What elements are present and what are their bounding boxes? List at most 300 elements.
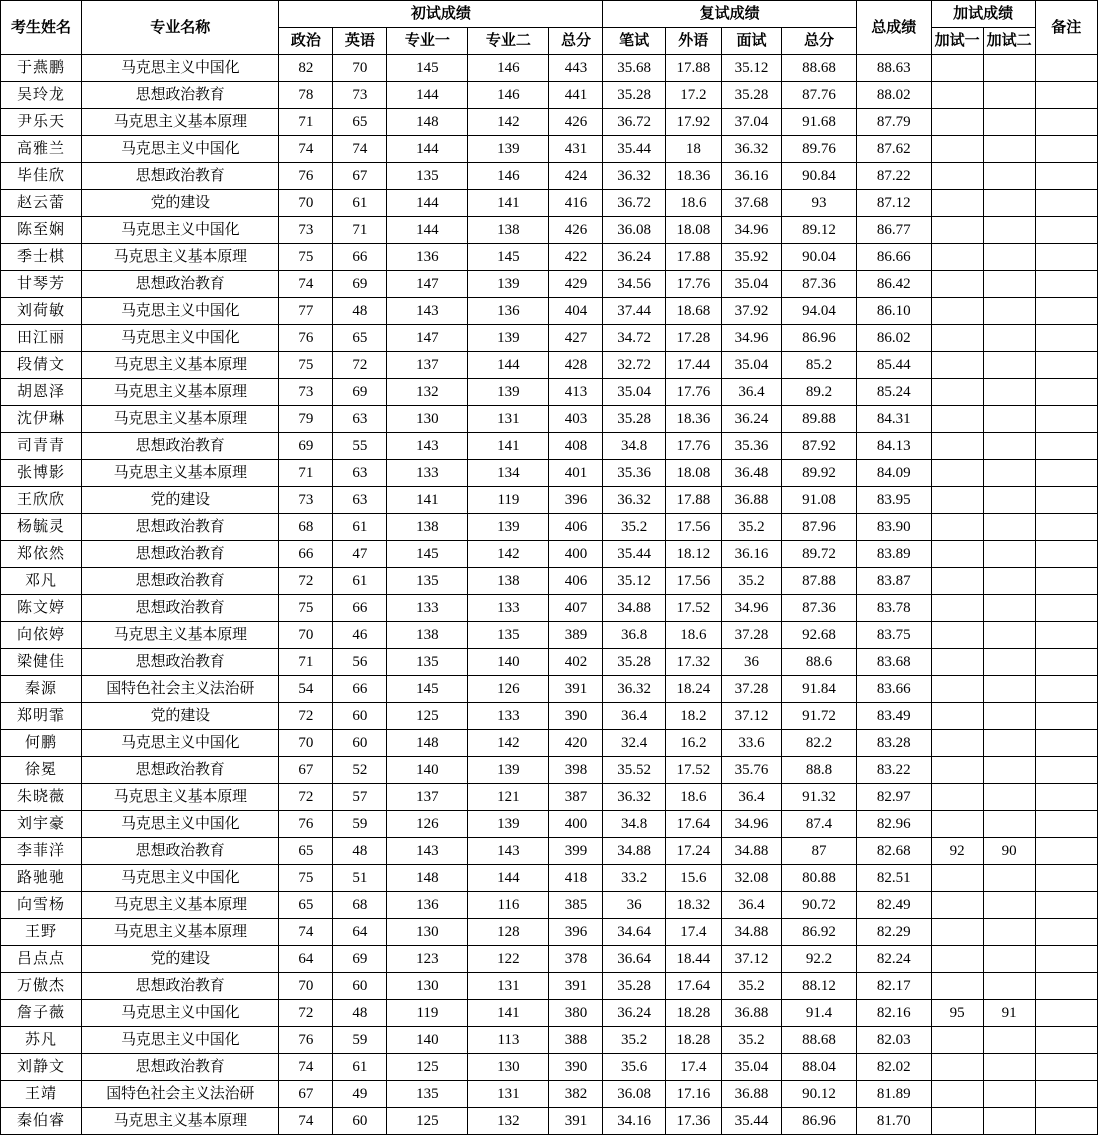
- cell-second-total: 89.76: [782, 136, 857, 163]
- cell-major-two: 139: [468, 379, 549, 406]
- cell-student-name: 徐冕: [1, 757, 82, 784]
- table-row: [1, 217, 1098, 244]
- cell-major-one: 133: [387, 595, 468, 622]
- cell-english: 51: [333, 865, 387, 892]
- table-row: [1, 811, 1098, 838]
- cell-remark: [1035, 325, 1097, 352]
- cell-foreign-language: 17.88: [665, 55, 721, 82]
- table-row: [1, 757, 1098, 784]
- cell-student-name: 王欣欣: [1, 487, 82, 514]
- cell-extra-one: [931, 541, 983, 568]
- cell-first-total: 426: [549, 217, 603, 244]
- cell-second-total: 89.72: [782, 541, 857, 568]
- cell-extra-two: [983, 271, 1035, 298]
- cell-student-name: 秦源: [1, 676, 82, 703]
- cell-major-name: 马克思主义基本原理: [82, 1108, 279, 1135]
- cell-written: 34.8: [603, 433, 665, 460]
- cell-written: 35.36: [603, 460, 665, 487]
- cell-major-one: 144: [387, 217, 468, 244]
- cell-remark: [1035, 514, 1097, 541]
- cell-second-total: 86.96: [782, 325, 857, 352]
- cell-total-score: 83.68: [856, 649, 931, 676]
- header-group-first-exam: 初试成绩: [279, 1, 603, 28]
- cell-extra-one: [931, 163, 983, 190]
- cell-major-one: 143: [387, 298, 468, 325]
- cell-first-total: 400: [549, 811, 603, 838]
- cell-major-one: 145: [387, 676, 468, 703]
- cell-major-two: 139: [468, 271, 549, 298]
- cell-student-name: 朱晓薇: [1, 784, 82, 811]
- cell-major-one: 138: [387, 514, 468, 541]
- cell-english: 69: [333, 271, 387, 298]
- cell-written: 35.28: [603, 649, 665, 676]
- cell-major-one: 136: [387, 892, 468, 919]
- cell-politics: 72: [279, 784, 333, 811]
- cell-first-total: 431: [549, 136, 603, 163]
- cell-written: 34.8: [603, 811, 665, 838]
- cell-major-two: 142: [468, 541, 549, 568]
- cell-english: 49: [333, 1081, 387, 1108]
- cell-english: 60: [333, 1108, 387, 1135]
- cell-major-one: 145: [387, 55, 468, 82]
- cell-extra-one: [931, 1108, 983, 1135]
- cell-written: 36.4: [603, 703, 665, 730]
- cell-politics: 76: [279, 1027, 333, 1054]
- cell-written: 34.88: [603, 838, 665, 865]
- cell-major-two: 132: [468, 1108, 549, 1135]
- header-first-total: 总分: [549, 28, 603, 55]
- cell-total-score: 85.24: [856, 379, 931, 406]
- cell-extra-two: [983, 811, 1035, 838]
- cell-remark: [1035, 730, 1097, 757]
- cell-interview: 36.4: [721, 892, 781, 919]
- cell-foreign-language: 15.6: [665, 865, 721, 892]
- cell-english: 59: [333, 811, 387, 838]
- cell-major-one: 126: [387, 811, 468, 838]
- cell-interview: 35.92: [721, 244, 781, 271]
- cell-interview: 34.96: [721, 217, 781, 244]
- cell-remark: [1035, 1000, 1097, 1027]
- cell-extra-two: [983, 784, 1035, 811]
- cell-extra-two: [983, 541, 1035, 568]
- cell-major-one: 147: [387, 325, 468, 352]
- cell-english: 69: [333, 946, 387, 973]
- cell-extra-two: [983, 919, 1035, 946]
- cell-written: 36.24: [603, 244, 665, 271]
- cell-politics: 65: [279, 892, 333, 919]
- cell-politics: 68: [279, 514, 333, 541]
- cell-student-name: 张博影: [1, 460, 82, 487]
- cell-major-name: 思想政治教育: [82, 838, 279, 865]
- cell-major-two: 113: [468, 1027, 549, 1054]
- table-row: [1, 892, 1098, 919]
- cell-foreign-language: 17.28: [665, 325, 721, 352]
- cell-english: 48: [333, 298, 387, 325]
- cell-extra-one: [931, 1054, 983, 1081]
- cell-written: 33.2: [603, 865, 665, 892]
- table-row: [1, 865, 1098, 892]
- cell-major-two: 139: [468, 757, 549, 784]
- cell-extra-two: [983, 865, 1035, 892]
- cell-first-total: 429: [549, 271, 603, 298]
- cell-student-name: 胡恩泽: [1, 379, 82, 406]
- cell-total-score: 84.31: [856, 406, 931, 433]
- cell-remark: [1035, 460, 1097, 487]
- cell-extra-one: [931, 703, 983, 730]
- cell-written: 34.16: [603, 1108, 665, 1135]
- cell-second-total: 88.8: [782, 757, 857, 784]
- cell-first-total: 391: [549, 676, 603, 703]
- cell-remark: [1035, 811, 1097, 838]
- cell-first-total: 408: [549, 433, 603, 460]
- table-row: [1, 541, 1098, 568]
- cell-first-total: 422: [549, 244, 603, 271]
- cell-second-total: 94.04: [782, 298, 857, 325]
- cell-written: 36.8: [603, 622, 665, 649]
- cell-extra-one: [931, 82, 983, 109]
- cell-english: 69: [333, 379, 387, 406]
- cell-major-one: 135: [387, 649, 468, 676]
- cell-interview: 36.88: [721, 1000, 781, 1027]
- cell-major-name: 马克思主义基本原理: [82, 244, 279, 271]
- cell-major-two: 119: [468, 487, 549, 514]
- cell-major-one: 130: [387, 919, 468, 946]
- cell-major-name: 思想政治教育: [82, 568, 279, 595]
- cell-second-total: 82.2: [782, 730, 857, 757]
- table-row: [1, 136, 1098, 163]
- cell-major-two: 133: [468, 703, 549, 730]
- cell-total-score: 82.96: [856, 811, 931, 838]
- cell-written: 32.4: [603, 730, 665, 757]
- cell-foreign-language: 17.56: [665, 514, 721, 541]
- cell-foreign-language: 16.2: [665, 730, 721, 757]
- cell-total-score: 83.87: [856, 568, 931, 595]
- cell-major-one: 137: [387, 352, 468, 379]
- cell-remark: [1035, 865, 1097, 892]
- cell-written: 36.64: [603, 946, 665, 973]
- cell-english: 65: [333, 325, 387, 352]
- cell-remark: [1035, 217, 1097, 244]
- cell-first-total: 406: [549, 568, 603, 595]
- cell-major-name: 马克思主义基本原理: [82, 352, 279, 379]
- cell-major-two: 133: [468, 595, 549, 622]
- cell-extra-one: [931, 892, 983, 919]
- cell-first-total: 413: [549, 379, 603, 406]
- cell-second-total: 91.4: [782, 1000, 857, 1027]
- cell-politics: 73: [279, 379, 333, 406]
- cell-remark: [1035, 406, 1097, 433]
- cell-first-total: 399: [549, 838, 603, 865]
- cell-english: 60: [333, 703, 387, 730]
- cell-foreign-language: 18.2: [665, 703, 721, 730]
- cell-total-score: 82.17: [856, 973, 931, 1000]
- cell-remark: [1035, 487, 1097, 514]
- cell-foreign-language: 17.4: [665, 1054, 721, 1081]
- cell-major-one: 141: [387, 487, 468, 514]
- cell-foreign-language: 17.56: [665, 568, 721, 595]
- cell-extra-one: [931, 298, 983, 325]
- cell-extra-one: [931, 352, 983, 379]
- cell-written: 36.32: [603, 487, 665, 514]
- cell-politics: 70: [279, 730, 333, 757]
- cell-extra-two: [983, 379, 1035, 406]
- cell-remark: [1035, 136, 1097, 163]
- cell-extra-two: [983, 190, 1035, 217]
- cell-extra-one: [931, 379, 983, 406]
- cell-written: 36.08: [603, 217, 665, 244]
- cell-foreign-language: 17.36: [665, 1108, 721, 1135]
- cell-interview: 36.88: [721, 487, 781, 514]
- cell-extra-one: [931, 676, 983, 703]
- cell-written: 35.68: [603, 55, 665, 82]
- table-row: [1, 1000, 1098, 1027]
- cell-english: 74: [333, 136, 387, 163]
- cell-total-score: 83.90: [856, 514, 931, 541]
- cell-first-total: 441: [549, 82, 603, 109]
- table-row: [1, 1027, 1098, 1054]
- cell-written: 36: [603, 892, 665, 919]
- cell-major-one: 132: [387, 379, 468, 406]
- cell-interview: 32.08: [721, 865, 781, 892]
- cell-remark: [1035, 757, 1097, 784]
- table-row: [1, 514, 1098, 541]
- cell-major-one: 119: [387, 1000, 468, 1027]
- cell-first-total: 391: [549, 1108, 603, 1135]
- header-written: 笔试: [603, 28, 665, 55]
- cell-extra-two: [983, 514, 1035, 541]
- cell-interview: 36.88: [721, 1081, 781, 1108]
- cell-student-name: 詹子薇: [1, 1000, 82, 1027]
- cell-student-name: 郑明霏: [1, 703, 82, 730]
- cell-first-total: 426: [549, 109, 603, 136]
- cell-second-total: 89.92: [782, 460, 857, 487]
- header-row-groups: [1, 1, 1098, 28]
- cell-english: 72: [333, 352, 387, 379]
- cell-student-name: 吴玲龙: [1, 82, 82, 109]
- cell-politics: 67: [279, 1081, 333, 1108]
- cell-written: 35.12: [603, 568, 665, 595]
- cell-extra-two: [983, 82, 1035, 109]
- cell-extra-two: [983, 352, 1035, 379]
- cell-major-name: 思想政治教育: [82, 271, 279, 298]
- cell-written: 36.72: [603, 109, 665, 136]
- cell-second-total: 91.32: [782, 784, 857, 811]
- cell-major-name: 思想政治教育: [82, 82, 279, 109]
- cell-major-name: 思想政治教育: [82, 757, 279, 784]
- table-row: [1, 406, 1098, 433]
- header-second-total: 总分: [782, 28, 857, 55]
- cell-foreign-language: 18.08: [665, 217, 721, 244]
- cell-extra-one: [931, 514, 983, 541]
- cell-major-name: 马克思主义中国化: [82, 865, 279, 892]
- cell-written: 35.28: [603, 82, 665, 109]
- cell-major-name: 马克思主义基本原理: [82, 919, 279, 946]
- cell-interview: 36.4: [721, 784, 781, 811]
- cell-major-two: 142: [468, 109, 549, 136]
- cell-second-total: 80.88: [782, 865, 857, 892]
- cell-extra-two: [983, 163, 1035, 190]
- table-row: [1, 973, 1098, 1000]
- cell-student-name: 万傲杰: [1, 973, 82, 1000]
- cell-second-total: 92.68: [782, 622, 857, 649]
- cell-written: 35.04: [603, 379, 665, 406]
- cell-major-one: 148: [387, 730, 468, 757]
- cell-major-one: 125: [387, 1108, 468, 1135]
- cell-english: 63: [333, 460, 387, 487]
- cell-extra-one: [931, 460, 983, 487]
- cell-politics: 73: [279, 487, 333, 514]
- cell-written: 35.44: [603, 136, 665, 163]
- cell-extra-one: [931, 595, 983, 622]
- cell-major-one: 148: [387, 109, 468, 136]
- cell-politics: 67: [279, 757, 333, 784]
- cell-student-name: 赵云蕾: [1, 190, 82, 217]
- cell-english: 46: [333, 622, 387, 649]
- cell-extra-two: [983, 946, 1035, 973]
- cell-major-two: 128: [468, 919, 549, 946]
- cell-extra-two: [983, 595, 1035, 622]
- cell-major-one: 140: [387, 757, 468, 784]
- table-row: [1, 946, 1098, 973]
- cell-first-total: 388: [549, 1027, 603, 1054]
- cell-politics: 74: [279, 1054, 333, 1081]
- cell-first-total: 424: [549, 163, 603, 190]
- header-major-one: 专业一: [387, 28, 468, 55]
- cell-foreign-language: 17.64: [665, 973, 721, 1000]
- cell-politics: 76: [279, 163, 333, 190]
- cell-politics: 71: [279, 460, 333, 487]
- cell-extra-one: [931, 730, 983, 757]
- cell-student-name: 段倩文: [1, 352, 82, 379]
- cell-english: 66: [333, 244, 387, 271]
- cell-remark: [1035, 838, 1097, 865]
- cell-total-score: 82.49: [856, 892, 931, 919]
- table-row: [1, 244, 1098, 271]
- cell-major-one: 137: [387, 784, 468, 811]
- table-body: [1, 55, 1098, 1135]
- cell-remark: [1035, 190, 1097, 217]
- cell-politics: 75: [279, 352, 333, 379]
- cell-major-name: 思想政治教育: [82, 595, 279, 622]
- cell-first-total: 382: [549, 1081, 603, 1108]
- cell-major-name: 马克思主义基本原理: [82, 109, 279, 136]
- cell-total-score: 82.51: [856, 865, 931, 892]
- cell-written: 32.72: [603, 352, 665, 379]
- cell-extra-one: 95: [931, 1000, 983, 1027]
- cell-interview: 34.96: [721, 325, 781, 352]
- cell-politics: 72: [279, 703, 333, 730]
- cell-interview: 37.28: [721, 622, 781, 649]
- cell-remark: [1035, 595, 1097, 622]
- cell-written: 35.44: [603, 541, 665, 568]
- cell-english: 64: [333, 919, 387, 946]
- cell-extra-two: [983, 649, 1035, 676]
- cell-remark: [1035, 676, 1097, 703]
- cell-foreign-language: 17.52: [665, 595, 721, 622]
- cell-extra-one: [931, 55, 983, 82]
- cell-major-one: 144: [387, 82, 468, 109]
- table-row: [1, 784, 1098, 811]
- cell-interview: 35.36: [721, 433, 781, 460]
- cell-politics: 66: [279, 541, 333, 568]
- cell-second-total: 87.36: [782, 595, 857, 622]
- cell-major-name: 马克思主义中国化: [82, 730, 279, 757]
- cell-first-total: 420: [549, 730, 603, 757]
- cell-major-two: 144: [468, 865, 549, 892]
- header-interview: 面试: [721, 28, 781, 55]
- cell-interview: 36.32: [721, 136, 781, 163]
- cell-total-score: 82.02: [856, 1054, 931, 1081]
- cell-extra-one: [931, 946, 983, 973]
- cell-politics: 77: [279, 298, 333, 325]
- cell-extra-two: [983, 622, 1035, 649]
- cell-major-two: 136: [468, 298, 549, 325]
- header-extra-two: 加试二: [983, 28, 1035, 55]
- cell-written: 35.52: [603, 757, 665, 784]
- table-row: [1, 1108, 1098, 1135]
- table-row: [1, 622, 1098, 649]
- cell-extra-two: [983, 217, 1035, 244]
- cell-politics: 65: [279, 838, 333, 865]
- cell-total-score: 84.13: [856, 433, 931, 460]
- cell-major-two: 138: [468, 217, 549, 244]
- cell-total-score: 86.77: [856, 217, 931, 244]
- cell-english: 61: [333, 1054, 387, 1081]
- cell-extra-two: [983, 568, 1035, 595]
- cell-politics: 76: [279, 811, 333, 838]
- cell-first-total: 390: [549, 703, 603, 730]
- cell-major-two: 116: [468, 892, 549, 919]
- cell-student-name: 尹乐天: [1, 109, 82, 136]
- cell-english: 66: [333, 676, 387, 703]
- table-row: [1, 919, 1098, 946]
- cell-interview: 37.12: [721, 703, 781, 730]
- cell-politics: 70: [279, 190, 333, 217]
- cell-second-total: 86.96: [782, 1108, 857, 1135]
- cell-first-total: 400: [549, 541, 603, 568]
- cell-english: 57: [333, 784, 387, 811]
- cell-extra-two: [983, 406, 1035, 433]
- cell-major-two: 126: [468, 676, 549, 703]
- table-row: [1, 838, 1098, 865]
- cell-major-one: 135: [387, 568, 468, 595]
- cell-written: 36.08: [603, 1081, 665, 1108]
- cell-student-name: 路驰驰: [1, 865, 82, 892]
- cell-english: 70: [333, 55, 387, 82]
- table-row: [1, 730, 1098, 757]
- cell-total-score: 87.79: [856, 109, 931, 136]
- cell-foreign-language: 17.2: [665, 82, 721, 109]
- cell-total-score: 83.66: [856, 676, 931, 703]
- cell-written: 36.24: [603, 1000, 665, 1027]
- cell-interview: 36.4: [721, 379, 781, 406]
- cell-major-two: 131: [468, 1081, 549, 1108]
- cell-extra-one: 92: [931, 838, 983, 865]
- cell-major-one: 125: [387, 1054, 468, 1081]
- cell-english: 59: [333, 1027, 387, 1054]
- cell-major-name: 党的建设: [82, 703, 279, 730]
- cell-remark: [1035, 163, 1097, 190]
- cell-second-total: 89.12: [782, 217, 857, 244]
- cell-second-total: 88.68: [782, 1027, 857, 1054]
- cell-extra-one: [931, 433, 983, 460]
- cell-interview: 35.2: [721, 568, 781, 595]
- table-row: [1, 595, 1098, 622]
- table-row: [1, 190, 1098, 217]
- cell-extra-one: [931, 649, 983, 676]
- cell-second-total: 89.2: [782, 379, 857, 406]
- cell-total-score: 86.42: [856, 271, 931, 298]
